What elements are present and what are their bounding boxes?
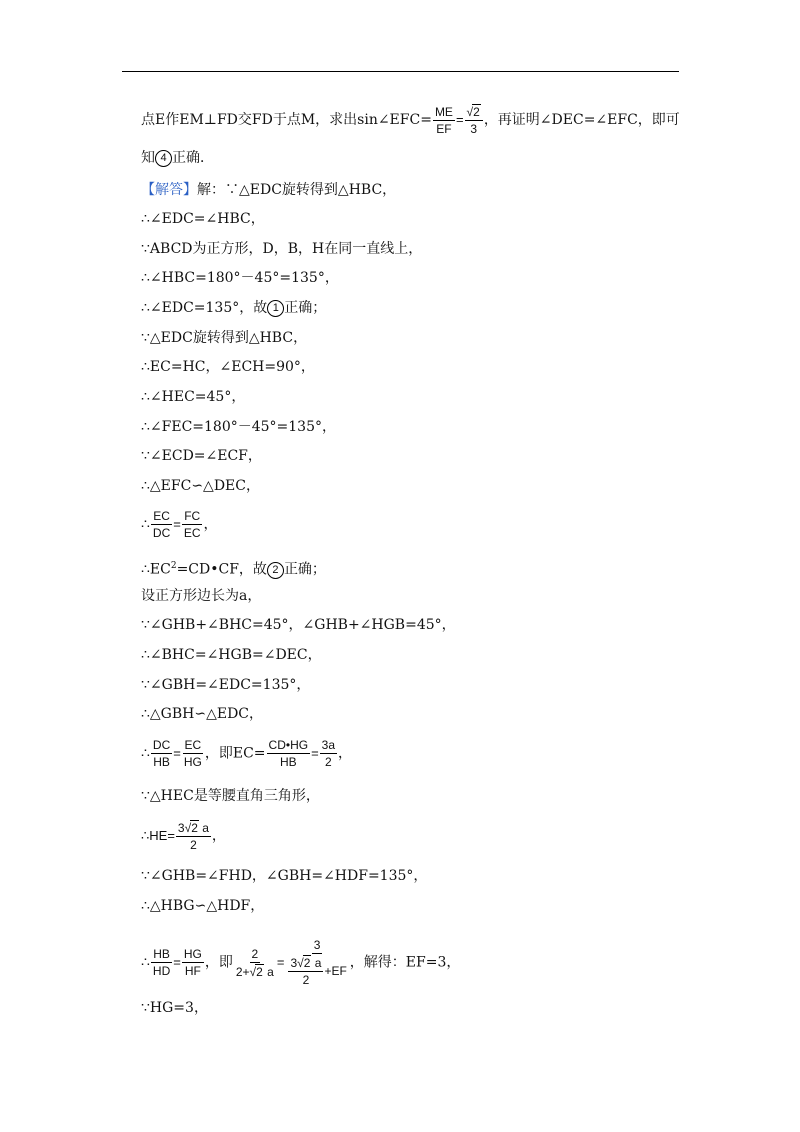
- text-line-10: ∴∠HEC=45°，: [141, 389, 246, 405]
- text-line-13: ∴△EFC∽△DEC，: [141, 478, 260, 494]
- text-line-7: ∴∠EDC=135°，故 1 正确；: [141, 300, 327, 316]
- solution-start: 【解答】解：∵△EDC旋转得到△HBC，: [141, 182, 397, 198]
- fraction-ec-dc: $\frac{EC}{DC}$: [152, 509, 171, 540]
- fraction-3a-2: $\frac{3a}{2}$: [321, 738, 336, 769]
- text-line-6: ∴∠HBC=180°－45°=135°，: [141, 270, 339, 286]
- fraction-sqrt2-3: $\frac{√2}{3}$: [465, 104, 483, 136]
- fraction-3sqrt2a-2: $\frac{3√2 a}{2}$: [177, 821, 209, 852]
- text-line-25: ∴△HBG∽△HDF，: [141, 898, 265, 914]
- text-line-21: ∴ $\frac{DC}{HB}$ = $\frac{EC}{HG}$ ，即EC= $\frac{CD•HG}{HB}$ = $\frac{3a}{2}$ ，: [141, 738, 353, 769]
- fraction-3-over-complex: 3 $\frac{3√2 a}{2}$ +EF: [290, 938, 347, 987]
- header-rule: [122, 71, 679, 72]
- text-line-24: ∵∠GHB=∠FHD，∠GBH=∠HDF=135°，: [141, 868, 428, 884]
- text-line-20: ∴△GBH∽△EDC，: [141, 706, 264, 722]
- text-line-12: ∵∠ECD=∠ECF，: [141, 448, 262, 464]
- text-line-11: ∴∠FEC=180°－45°=135°，: [141, 419, 337, 435]
- text-line-1: 点E作EM⊥FD交FD于点M，求出sin∠EFC= $\frac{ME}{EF}$ = $\frac{√2}{3}$ ，再证明∠DEC=∠EFC，即可: [141, 104, 680, 136]
- fraction-hb-hd: $\frac{HB}{HD}$: [152, 947, 171, 978]
- text-line-4: ∴∠EDC=∠HBC，: [141, 211, 265, 227]
- text-line-5: ∵ABCD为正方形，D，B，H在同一直线上，: [141, 241, 423, 257]
- circled-number-1: 1: [267, 300, 284, 317]
- fraction-dc-hb: $\frac{DC}{HB}$: [152, 738, 171, 769]
- text-line-26: ∴ $\frac{HB}{HD}$ = $\frac{HG}{HF}$ ，即 $\frac{2}{2+√2 a}$ = 3 $\frac{3√2 a}{2}$ +EF ，解得：EF=3，: [141, 938, 461, 987]
- circled-number-2: 2: [267, 562, 284, 579]
- fraction-fc-ec: $\frac{FC}{EC}$: [183, 509, 201, 540]
- text-line-22: ∵△HEC是等腰直角三角形，: [141, 788, 320, 804]
- text-line-27: ∵HG=3，: [141, 1000, 208, 1016]
- fraction-ec-hg: $\frac{EC}{HG}$: [183, 738, 202, 769]
- text-line-16: 设正方形边长为a，: [141, 588, 262, 604]
- solution-tag: 【解答】: [141, 182, 197, 198]
- circled-number-4: 4: [155, 150, 172, 167]
- text-line-8: ∵△EDC旋转得到△HBC，: [141, 330, 308, 346]
- text-line-19: ∵∠GBH=∠EDC=135°，: [141, 677, 311, 693]
- text-line-17: ∵∠GHB+∠BHC=45°，∠GHB+∠HGB=45°，: [141, 617, 456, 633]
- fraction-hg-hf: $\frac{HG}{HF}$: [183, 947, 202, 978]
- text-line-9: ∴EC=HC，∠ECH=90°，: [141, 359, 315, 375]
- fraction-cdhg-hb: $\frac{CD•HG}{HB}$: [268, 738, 309, 769]
- text-line-2: 知 4 正确．: [141, 150, 214, 166]
- text-line-15: $\therefore EC^2=CD•CF$，故 2 正确；: [141, 561, 326, 578]
- text-line-14: ∴ $\frac{EC}{DC}$ = $\frac{FC}{EC}$ ，: [141, 509, 218, 540]
- text-line-18: ∴∠BHC=∠HGB=∠DEC，: [141, 647, 322, 663]
- fraction-2-over-2sqrt2a: $\frac{2}{2+√2 a}$: [235, 946, 274, 979]
- fraction-me-ef: $\frac{ME}{EF}$: [434, 104, 453, 136]
- text-line-23: ∴HE= $\frac{3√2 a}{2}$ ，: [141, 821, 226, 852]
